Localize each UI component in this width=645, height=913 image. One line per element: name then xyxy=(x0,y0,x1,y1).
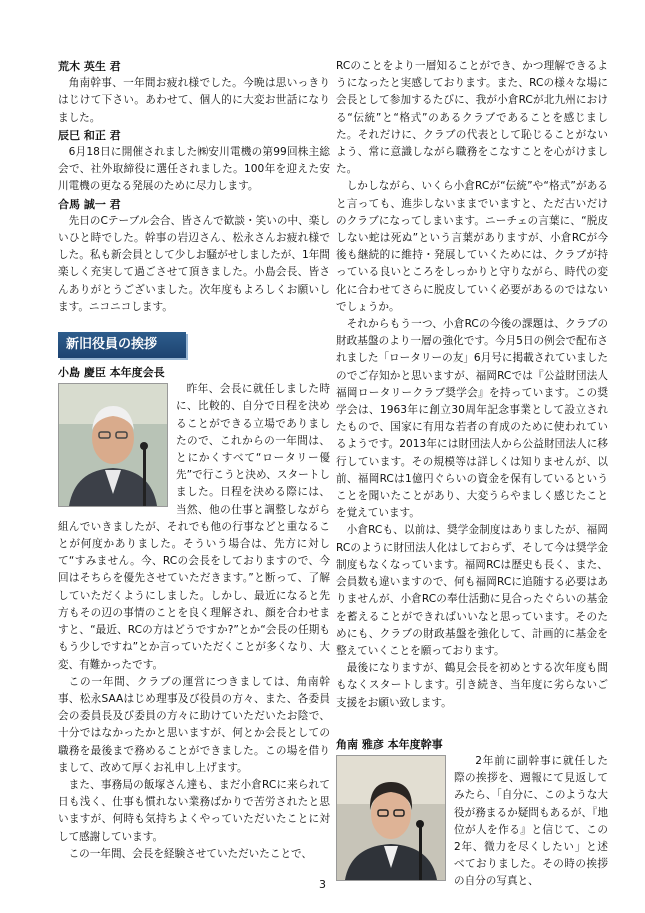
section-banner: 新旧役員の挨拶 xyxy=(58,332,186,358)
greeting-text: 6月18日に開催されました㈱安川電機の第99回株主総会で、社外取締役に選任されました。100年を迎えた安川電機の更なる発展のために尽力します。 xyxy=(58,146,330,193)
president-paragraph: この一年間、会長を経験させていただいたことで、 xyxy=(68,847,313,860)
page-number: 3 xyxy=(319,878,326,891)
left-column xyxy=(58,58,330,863)
president-paragraph: この一年間、クラブの運営につきましては、角南幹事、松永SAAはじめ理事及び役員の方々、また、各委員会の委員長及び委員の方々に助けていただいたお陰で、十分ではなかったかと思いますが、何とか会長としての職務を最後まで務めることができました。この場を借りまして、改めて厚くお礼申し上げます。 xyxy=(58,675,330,774)
body-paragraph: しかしながら、いくら小倉RCが“伝統”や“格式”があると言っても、進歩しないままでいますと、ただ古いだけのクラブになってしまいます。ニーチェの言葉に、“脱皮しない蛇は死ぬ”という言葉がありますが、小倉RCが今後も継続的に維持・発展していくためには、クラブが持っている良いところをしっかりと守りながら、時代の変化に合わせてさらに脱皮していく必要があるのではないでしょうか。 xyxy=(336,180,608,313)
body-paragraph: 最後になりますが、鶴見会長を初めとする次年度も間もなくスタートします。引き続き、当年度に劣らないご支援をお願い致します。 xyxy=(336,662,608,709)
secretary-paragraph: 2年前に副幹事に就任した際の挨拶を、週報にて見返してみたら、「自分に、このような大役が務まるか疑問もあるが、『地位が人を作る』と信じて、この2年、微力を尽くしたい」と述べておりました。その時の挨拶の自分の写真と、 xyxy=(454,754,608,888)
right-column xyxy=(336,58,608,891)
secretary-name: 角南 雅彦 本年度幹事 xyxy=(336,737,443,751)
secretary-photo xyxy=(336,755,446,881)
body-paragraph: それからもう一つ、小倉RCの今後の課題は、クラブの財政基盤のより一層の強化です。今月5日の例会で配布されました「ロータリーの友」6月号に掲載されていましたのでご存知かと思いますが、福岡RCでは『公益財団法人福岡ロータリークラブ奨学会』を持っています。この奨学会は、1963年に創立30周年記念事業として設立されたもので、国家に有用な若者の育成のために使われているようです。2013年には財団法人から公益財団法人に移行しています。その規模等は詳しくは知りませんが、以前、福岡RCは1億円ぐらいの資金を保有しているということを聞いたことがあり、大変うらやましく感じたことを覚えています。 xyxy=(336,318,608,520)
president-paragraph: また、事務局の飯塚さん達も、まだ小倉RCに来られて日も浅く、仕事も慣れない業務ばかりで苦労されたと思いますが、何時も気持ちよくやっていただいたことに対して感謝しています。 xyxy=(58,778,330,843)
president-photo xyxy=(58,383,168,507)
greeting-text: 角南幹事、一年間お疲れ様でした。今晩は思いっきりはじけて下さい。あわせて、個人的に大変お世話になりました。 xyxy=(58,77,330,124)
greeting-text: 先日のCテーブル会合、皆さんで歓談・笑いの中、楽しいひと時でした。幹事の岩辺さん、松永さんお疲れ様でした。私も新会員として少しお騒がせしましたが、1年間楽しく充実して過ごさせて頂きました。小島会長、皆さんありがとうございました。次年度もよろしくお願いします。ニコニコします。 xyxy=(58,214,330,313)
greeting-name: 合馬 誠一 君 xyxy=(58,197,121,211)
president-paragraph: 昨年、会長に就任しました時に、比較的、自分で日程を決めることができる立場でありましたので、これからの一年間は、とにかくすべて“ロータリー優先”で行こうと決め、スタートしました。日程を決める際には、当然、他の仕事と調整しながら組んでいきましたが、それでも他の行事などと重なることが何度かありました。そういう場合は、先方に対して“すみません。今、RCの会長をしておりますので、今回はそちらを優先させていただきます。”と断って、了解していただくようにしました。しかし、最近になると先方もその辺の事情のことを良く理解され、顔を合わせますと、“最近、RCの方はどうですか?”とか“会長の任期ももう少しですね”とか言っていただくことが多くなり、大変、有難かったです。 xyxy=(58,383,330,671)
president-name: 小島 慶臣 本年度会長 xyxy=(58,366,165,380)
body-paragraph: RCのことをより一層知ることができ、かつ理解できるようになったと実感しております。また、RCの様々な場に会長として参加するたびに、我が小倉RCが北九州における“伝統”と“格式”のあるクラブであることを感じました。それだけに、クラブの代表として恥じることがないよう、常に意識しながら職務をこなすことを心がけました。 xyxy=(336,60,608,176)
body-paragraph: 小倉RCも、以前は、奨学金制度はありましたが、福岡RCのように財団法人化はしておらず、そして今は奨学金制度もなくなっています。福岡RCは歴史も長く、また、会員数も違いますので、何も福岡RCに追随する必要はありませんが、小倉RCの奉仕活動に見合ったぐらいの基金を蓄えることができればいいなと思っています。そのためにも、クラブの財政基盤を強化して、計画的に基金を整えていくことを願っております。 xyxy=(336,524,608,657)
greeting-name: 辰巳 和正 君 xyxy=(58,128,121,142)
greeting-name: 荒木 英生 君 xyxy=(58,60,121,73)
